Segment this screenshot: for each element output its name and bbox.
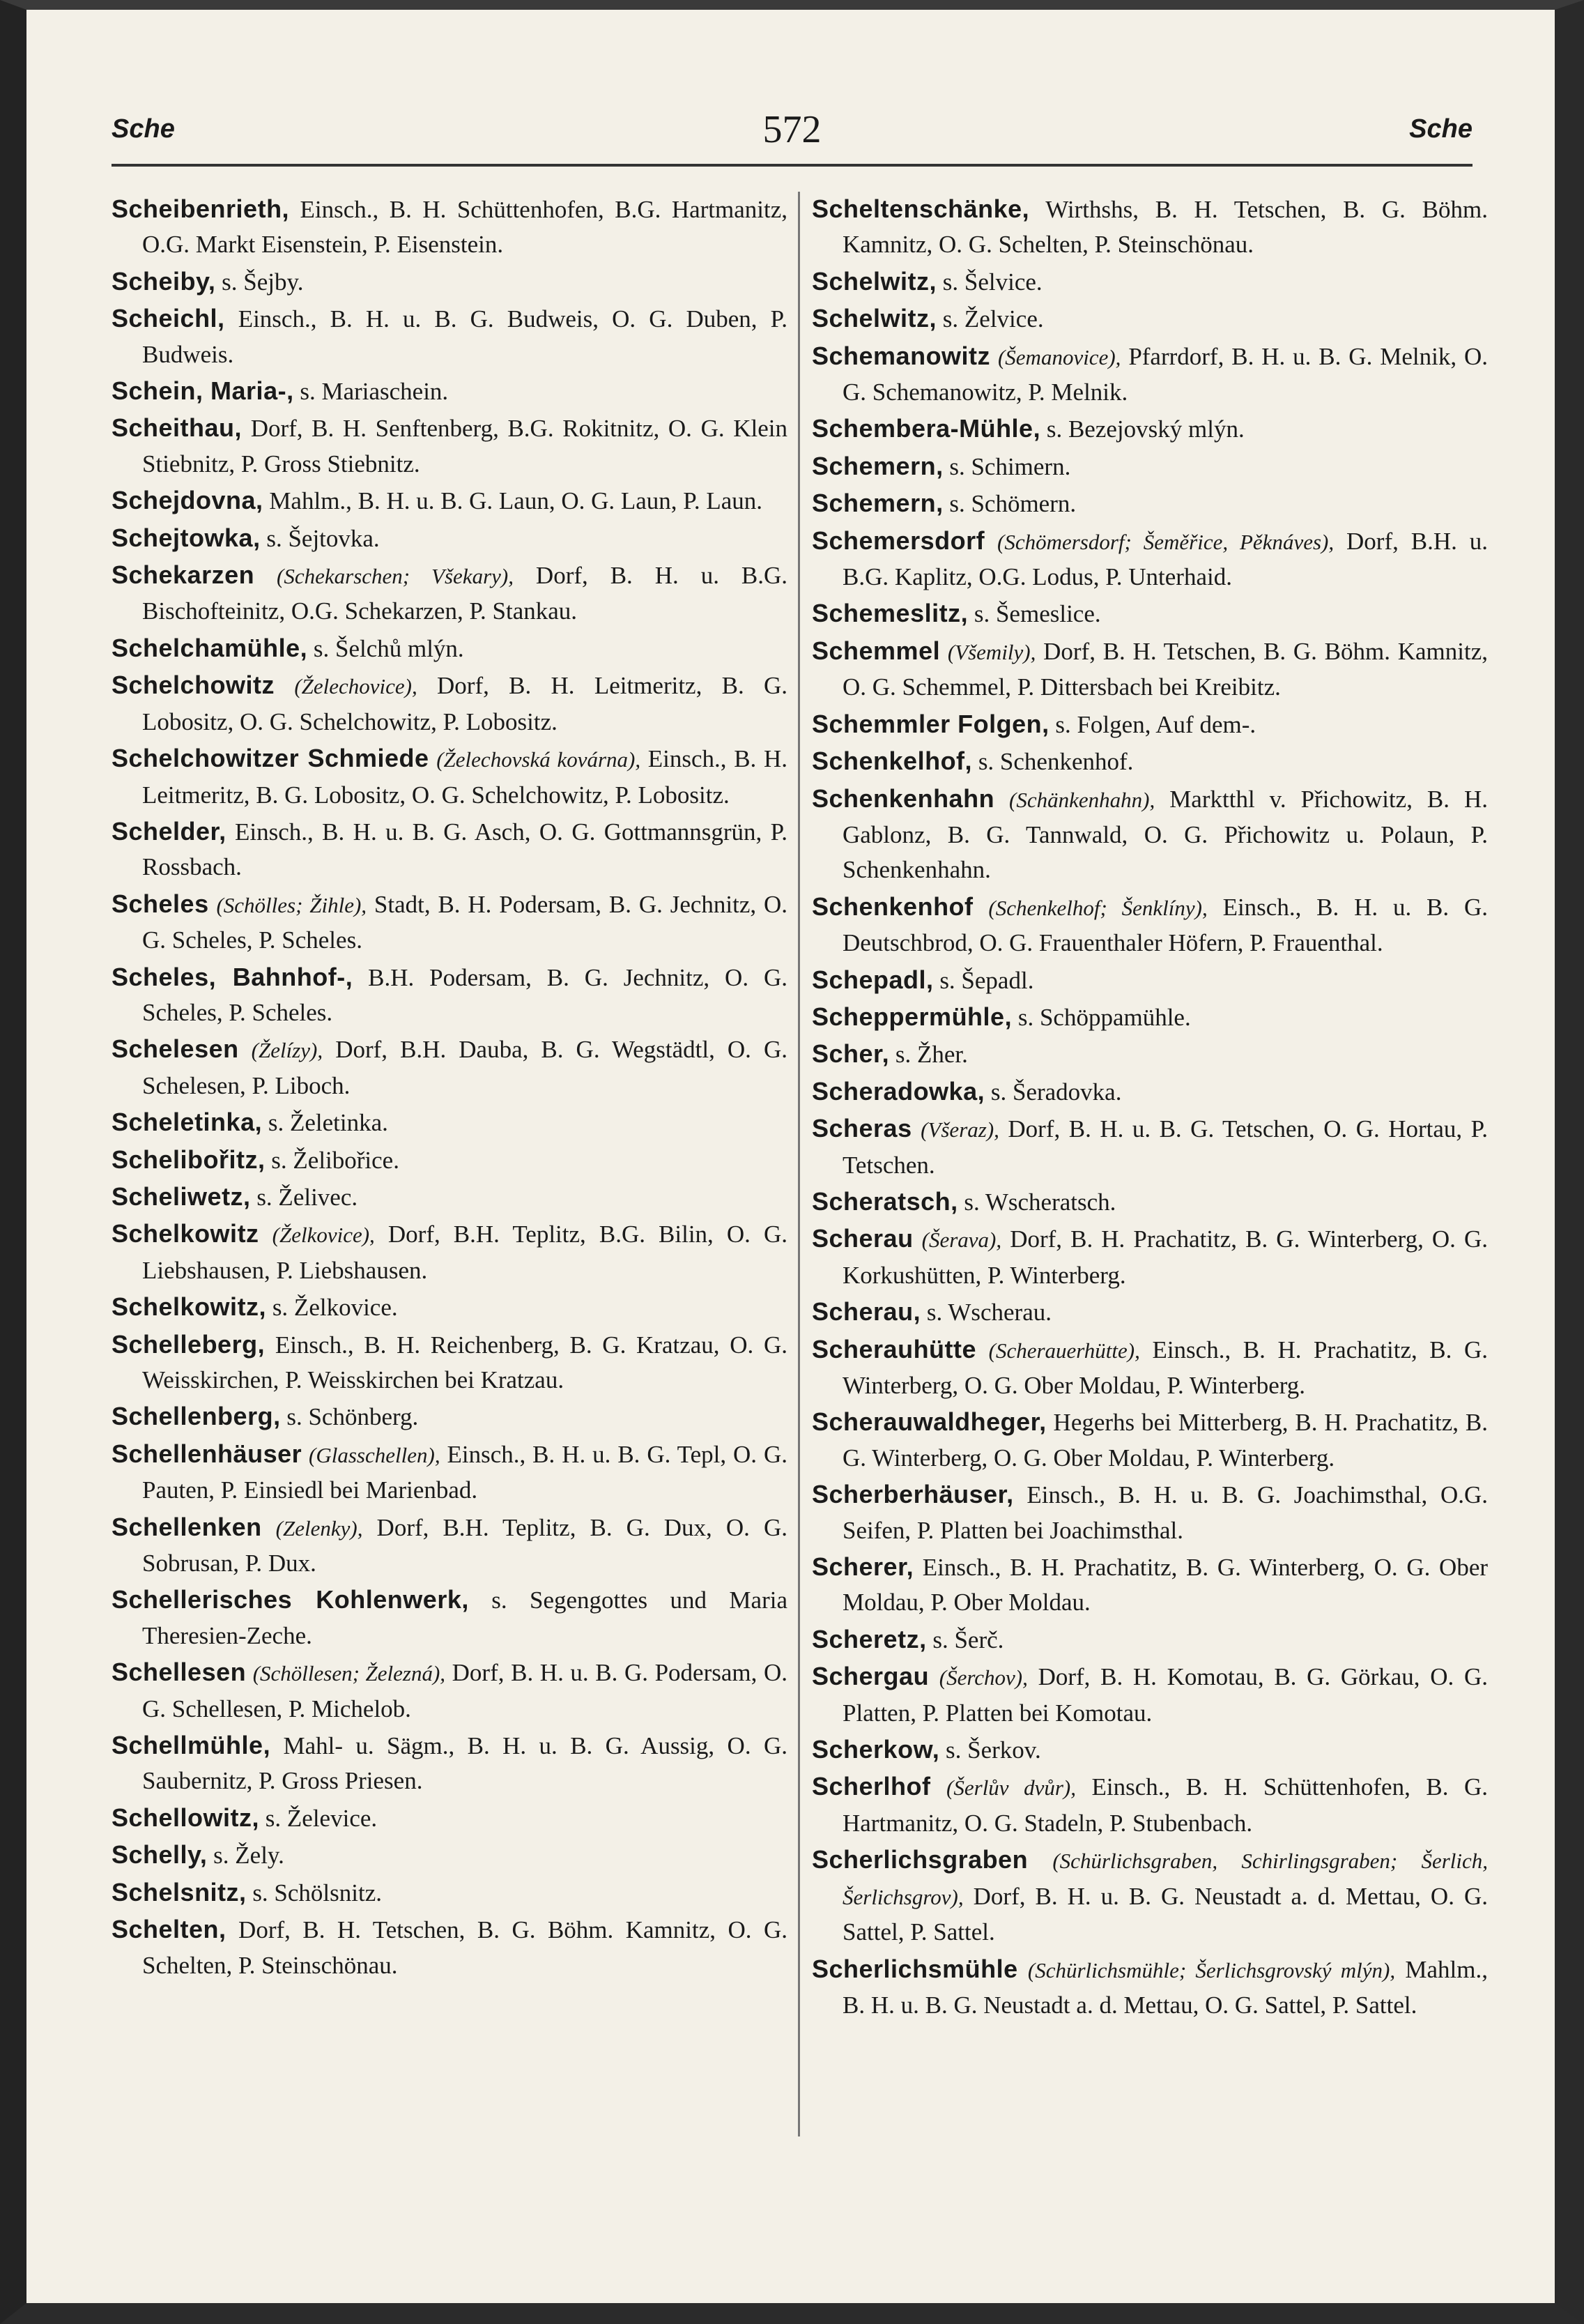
entry-headword: Scheichl,: [112, 304, 225, 333]
entry-headword: Scheithau,: [112, 413, 243, 443]
entry-text: B.H. Podersam, B. G. Jechnitz, O. G. Scheles, P. Scheles.: [142, 963, 787, 1026]
entry-text: s. Schenkenhof.: [978, 748, 1134, 776]
entry-headword: Schelesen: [112, 1034, 239, 1064]
entry-text: s. Segengottes und Maria Theresien-Zeche.: [142, 1587, 787, 1649]
entry-alt-names: (Šerlův dvůr),: [946, 1775, 1076, 1801]
entry-headword: Scheltenschänke,: [812, 194, 1030, 223]
gazetteer-entry: [112, 668, 787, 740]
gazetteer-entry: [812, 486, 1488, 521]
entry-headword: Schelsnitz,: [112, 1877, 247, 1906]
gazetteer-entry: [112, 483, 787, 519]
entry-headword: Schemmel: [812, 636, 941, 665]
gazetteer-entry: [112, 1437, 787, 1508]
gazetteer-entry: [812, 1622, 1488, 1658]
entry-alt-names: (Schänkenhahn),: [1009, 787, 1155, 812]
entry-text: Einsch., B. H. u. B. G. Deutschbrod, O. G. Frauenthaler Höfern, P. Frauenthal.: [843, 893, 1488, 957]
entry-headword: Schembera-Mühle,: [812, 414, 1041, 443]
entry-text: s. Šemeslice.: [974, 600, 1101, 628]
gazetteer-entry: [812, 1000, 1488, 1035]
entry-text: Einsch., B. H. u. B. G. Joachimsthal, O.G. Seifen, P. Platten bei Joachimsthal.: [843, 1481, 1488, 1544]
entry-headword: Schelwitz,: [812, 304, 937, 333]
entry-text: Dorf, B. H. u. B. G. Podersam, O. G. Schellesen, P. Michelob.: [142, 1659, 787, 1722]
entry-headword: Schemmler Folgen,: [812, 709, 1049, 738]
entry-text: s. Želvice.: [942, 305, 1044, 333]
entry-alt-names: (Schömersdorf; Šeměřice, Pěknáves),: [997, 529, 1335, 554]
entry-headword: Schelwitz,: [812, 266, 937, 296]
left-column: [112, 192, 787, 2136]
gazetteer-entry: [812, 192, 1488, 263]
gazetteer-entry: [112, 1728, 787, 1799]
gazetteer-entry: [112, 1327, 787, 1398]
entry-headword: Schergau: [812, 1662, 930, 1691]
entry-alt-names: (Šemanovice),: [997, 344, 1121, 369]
entry-headword: Scheles, Bahnhof-,: [112, 962, 353, 991]
entry-headword: Schenkenhof: [812, 892, 974, 921]
entry-text: Dorf, B.H. Teplitz, B. G. Dux, O. G. Sobrusan, P. Dux.: [142, 1513, 787, 1577]
gazetteer-entry: [812, 781, 1488, 888]
entry-text: s. Schölsnitz.: [252, 1879, 383, 1906]
entry-text: s. Šeradovka.: [990, 1078, 1122, 1106]
entry-text: Dorf, B. H. Leitmeritz, B. G. Lobositz, O. G. Schelchowitz, P. Lobositz.: [142, 672, 787, 735]
entry-headword: Schelder,: [112, 816, 226, 846]
entry-text: Einsch., B. H. Schüttenhofen, B. G. Hartmanitz, O. G. Stadeln, P. Stubenbach.: [843, 1773, 1488, 1837]
gazetteer-entry: [112, 1105, 787, 1140]
gazetteer-entry: [112, 1216, 787, 1288]
entry-headword: Scheppermühle,: [812, 1002, 1013, 1031]
entry-text: Dorf, B. H. Komotau, B. G. Görkau, O. G. Platten, P. Platten bei Komotau.: [843, 1663, 1488, 1727]
gazetteer-entry: [812, 1769, 1488, 1841]
entry-headword: Scheibenrieth,: [112, 194, 290, 223]
entry-text: s. Želibořice.: [271, 1146, 399, 1174]
entry-headword: Schemern,: [812, 451, 944, 480]
entry-headword: Schelkowitz: [112, 1219, 259, 1248]
entry-text: Dorf, B. H. u. B. G. Tetschen, O. G. Hortau, P. Tetschen.: [843, 1115, 1488, 1179]
entry-text: s. Schönberg.: [286, 1403, 419, 1431]
entry-headword: Schemern,: [812, 489, 944, 518]
gazetteer-entry: [112, 1032, 787, 1103]
running-head-left: Sche: [112, 114, 175, 144]
entry-text: Dorf, B. H. u. B.G. Bischofteinitz, O.G. Schekarzen, P. Stankau.: [142, 562, 787, 625]
entry-headword: Schenkelhof,: [812, 747, 973, 776]
gazetteer-entry: [812, 1952, 1488, 2024]
entry-headword: Scheles: [112, 889, 209, 918]
gazetteer-entry: [112, 1912, 787, 1983]
gazetteer-entry: [812, 744, 1488, 779]
gazetteer-entry: [812, 523, 1488, 595]
entry-headword: Schelleberg,: [112, 1329, 266, 1359]
entry-text: Wirthshs, B. H. Tetschen, B. G. Böhm. Kamnitz, O. G. Schelten, P. Steinschönau.: [843, 196, 1488, 259]
entry-headword: Schemeslitz,: [812, 599, 969, 628]
entry-alt-names: (Šerchov),: [939, 1665, 1028, 1690]
gazetteer-entry: [112, 521, 787, 556]
gazetteer-entry: [112, 1837, 787, 1873]
gazetteer-entry: [812, 1332, 1488, 1404]
entry-headword: Schellmühle,: [112, 1731, 271, 1760]
entry-headword: Scheiby,: [112, 266, 216, 296]
entry-alt-names: (Schekarschen; Všekary),: [277, 564, 514, 589]
entry-headword: Scherkow,: [812, 1735, 940, 1764]
entry-text: Mahl- u. Sägm., B. H. u. B. G. Aussig, O. G. Saubernitz, P. Gross Priesen.: [142, 1732, 787, 1795]
gazetteer-entry: [812, 1221, 1488, 1293]
entry-headword: Scherberhäuser,: [812, 1480, 1014, 1509]
entry-text: s. Wscherau.: [926, 1299, 1052, 1327]
right-column: [812, 192, 1488, 2136]
entry-headword: Scheliwetz,: [112, 1182, 251, 1211]
entry-text: s. Schömern.: [949, 490, 1077, 518]
gazetteer-entry: [112, 1655, 787, 1727]
gazetteer-entry: [812, 963, 1488, 998]
entry-text: s. Želkovice.: [272, 1294, 398, 1322]
entry-headword: Schellowitz,: [112, 1803, 260, 1832]
page-number: 572: [762, 108, 822, 151]
entry-alt-names: (Schenkelhof; Šenklíny),: [988, 895, 1208, 920]
gazetteer-entry: [112, 1875, 787, 1911]
gazetteer-entry: [812, 1550, 1488, 1621]
entry-text: Einsch., B. H. u. B. G. Budweis, O. G. Duben, P. Budweis.: [142, 305, 787, 368]
gazetteer-entry: [812, 596, 1488, 632]
entry-alt-names: (Schürlichsgraben, Schirlingsgraben; Šerlich, Šerlichsgrov),: [843, 1849, 1488, 1909]
entry-headword: Schellerisches Kohlenwerk,: [112, 1585, 469, 1614]
entry-text: s. Šejby.: [222, 268, 304, 296]
entry-headword: Scherlhof: [812, 1772, 931, 1801]
entry-text: Dorf, B.H. u. B.G. Kaplitz, O.G. Lodus, P. Unterhaid.: [843, 527, 1488, 591]
entry-alt-names: (Želkovice),: [272, 1223, 375, 1248]
gazetteer-entry: [112, 814, 787, 885]
entry-text: s. Želetinka.: [268, 1109, 388, 1137]
gazetteer-entry: [112, 264, 787, 300]
entry-headword: Scheretz,: [812, 1624, 927, 1653]
entry-text: Mahlm., B. H. u. B. G. Laun, O. G. Laun, P. Laun.: [269, 487, 763, 515]
entry-headword: Scheras: [812, 1114, 912, 1143]
gazetteer-entry: [812, 449, 1488, 484]
gazetteer-entry: [112, 1142, 787, 1178]
gazetteer-entry: [812, 1659, 1488, 1731]
gazetteer-entry: [112, 301, 787, 372]
entry-text: Marktthl v. Přichowitz, B. H. Gablonz, B. G. Tannwald, O. G. Přichowitz u. Polaun, P. Schenkenhahn.: [843, 785, 1488, 884]
entry-text: Einsch., B. H. Prachatitz, B. G. Winterberg, O. G. Ober Moldau, P. Winterberg.: [843, 1336, 1488, 1399]
entry-alt-names: (Scherauerhütte),: [988, 1338, 1140, 1363]
entry-text: Dorf, B. H. Tetschen, B. G. Böhm. Kamnitz, O. G. Schelten, P. Steinschönau.: [142, 1916, 787, 1979]
gazetteer-entry: [112, 1510, 787, 1582]
entry-text: s. Bezejovský mlýn.: [1046, 415, 1245, 443]
entry-headword: Schein, Maria-,: [112, 376, 294, 406]
header-rule: [112, 164, 1472, 167]
entry-headword: Schelchamühle,: [112, 633, 308, 662]
entry-text: Hegerhs bei Mitterberg, B. H. Prachatitz, B. G. Winterberg, O. G. Ober Moldau, P. Winterberg.: [843, 1409, 1488, 1471]
column-divider: [798, 192, 800, 2136]
entry-headword: Schepadl,: [812, 965, 934, 994]
gazetteer-entry: [112, 1399, 787, 1435]
gazetteer-entry: [812, 339, 1488, 411]
entry-headword: Schelchowitz: [112, 671, 275, 700]
entry-text: s. Šelvice.: [942, 268, 1043, 296]
entry-text: Einsch., B. H. Prachatitz, B. G. Winterberg, O. G. Ober Moldau, P. Ober Moldau.: [843, 1554, 1488, 1616]
entry-text: Dorf, B. H. Tetschen, B. G. Böhm. Kamnitz, O. G. Schemmel, P. Dittersbach bei Kreibitz.: [843, 637, 1488, 701]
entry-alt-names: (Želízy),: [251, 1038, 323, 1063]
entry-alt-names: (Šerava),: [921, 1228, 1002, 1253]
entry-headword: Scherlichsmühle: [812, 1954, 1018, 1983]
entry-text: s. Wscheratsch.: [964, 1188, 1116, 1216]
entry-text: Dorf, B. H. u. B. G. Neustadt a. d. Mettau, O. G. Sattel, P. Sattel.: [843, 1882, 1488, 1946]
entry-headword: Schellenken: [112, 1512, 262, 1541]
entry-text: Einsch., B. H. Reichenberg, B. G. Kratzau, O. G. Weisskirchen, P. Weisskirchen bei Kratzau.: [142, 1331, 787, 1393]
entry-text: Stadt, B. H. Podersam, B. G. Jechnitz, O. G. Scheles, P. Scheles.: [142, 890, 787, 954]
entry-text: s. Schimern.: [949, 452, 1071, 480]
entry-headword: Schellenhäuser: [112, 1439, 302, 1468]
gazetteer-entry: [812, 634, 1488, 705]
gazetteer-entry: [812, 707, 1488, 742]
entry-text: Einsch., B. H. Schüttenhofen, B.G. Hartmanitz, O.G. Markt Eisenstein, P. Eisenstein.: [142, 196, 787, 259]
entry-alt-names: (Želechovice),: [294, 674, 417, 699]
entry-text: Dorf, B.H. Teplitz, B.G. Bilin, O. G. Liebshausen, P. Liebshausen.: [142, 1221, 787, 1284]
entry-headword: Schekarzen: [112, 560, 255, 590]
entry-headword: Schelchowitzer Schmiede: [112, 744, 429, 773]
gazetteer-entry: [812, 301, 1488, 337]
gazetteer-entry: [812, 1037, 1488, 1072]
entry-headword: Schellesen: [112, 1658, 247, 1687]
entry-headword: Schelten,: [112, 1915, 226, 1944]
gazetteer-entry: [812, 1111, 1488, 1183]
entry-alt-names: (Zelenky),: [275, 1515, 363, 1541]
gazetteer-entry: [812, 1294, 1488, 1330]
entry-headword: Schemanowitz: [812, 341, 991, 370]
gazetteer-entry: [112, 1290, 787, 1325]
entry-headword: Scherau: [812, 1224, 914, 1253]
entry-text: s. Šepadl.: [939, 966, 1034, 994]
gazetteer-entry: [812, 1405, 1488, 1476]
gazetteer-entry: [112, 1801, 787, 1836]
entry-text: Dorf, B.H. Dauba, B. G. Wegstädtl, O. G. Schelesen, P. Liboch.: [142, 1036, 787, 1099]
gazetteer-entry: [812, 889, 1488, 961]
entry-text: s. Schöppamühle.: [1017, 1003, 1191, 1031]
entry-text: s. Žely.: [213, 1842, 284, 1870]
entry-text: s. Šejtovka.: [266, 524, 380, 552]
entry-headword: Schemersdorf: [812, 526, 985, 555]
entry-text: Einsch., B. H. Leitmeritz, B. G. Lobositz, O. G. Schelchowitz, P. Lobositz.: [142, 745, 787, 809]
page-header: [105, 105, 1479, 160]
entry-text: s. Žher.: [895, 1041, 968, 1069]
entry-text: s. Šerč.: [932, 1626, 1004, 1653]
entry-alt-names: (Všeraz),: [921, 1117, 999, 1142]
entry-alt-names: (Všemily),: [947, 639, 1036, 664]
entry-headword: Schejtowka,: [112, 523, 261, 552]
entry-headword: Schelibořitz,: [112, 1145, 266, 1174]
entry-headword: Scherlichsgraben: [812, 1845, 1029, 1874]
entry-text: Einsch., B. H. u. B. G. Tepl, O. G. Pauten, P. Einsiedl bei Marienbad.: [142, 1440, 787, 1504]
gazetteer-entry: [112, 960, 787, 1031]
entry-text: s. Mariaschein.: [300, 378, 449, 406]
gazetteer-entry: [812, 1842, 1488, 1950]
gazetteer-entry: [812, 411, 1488, 447]
entry-headword: Scher,: [812, 1039, 890, 1069]
entry-headword: Scherer,: [812, 1552, 914, 1582]
entry-headword: Scherauhütte: [812, 1334, 977, 1363]
gazetteer-entry: [112, 631, 787, 666]
entry-headword: Schellenberg,: [112, 1402, 281, 1431]
entry-alt-names: (Schöllesen; Železná),: [252, 1661, 446, 1686]
gazetteer-entry: [112, 558, 787, 629]
gazetteer-entry: [112, 741, 787, 813]
gazetteer-entry: [112, 1179, 787, 1215]
entry-text: s. Želevice.: [265, 1804, 378, 1832]
entry-alt-names: (Želechovská kovárna),: [436, 747, 641, 772]
entry-text: s. Šelchů mlýn.: [313, 634, 464, 662]
entry-text: Pfarrdorf, B. H. u. B. G. Melnik, O. G. Schemanowitz, P. Melnik.: [843, 342, 1488, 406]
entry-text: Dorf, B. H. Prachatitz, B. G. Winterberg, O. G. Korkushütten, P. Winterberg.: [843, 1225, 1488, 1289]
entry-alt-names: (Schürlichsmühle; Šerlichsgrovský mlýn),: [1027, 1957, 1396, 1982]
gazetteer-entry: [112, 411, 787, 482]
gazetteer-entry: [812, 264, 1488, 300]
entry-headword: Scherau,: [812, 1297, 921, 1327]
gazetteer-entry: [812, 1732, 1488, 1768]
entry-headword: Schelkowitz,: [112, 1292, 267, 1322]
entry-alt-names: (Glasschellen),: [309, 1442, 440, 1467]
gazetteer-entry: [112, 887, 787, 958]
running-head-right: Sche: [1409, 114, 1472, 144]
entry-headword: Scheradowka,: [812, 1076, 985, 1106]
entry-headword: Schenkenhahn: [812, 783, 995, 813]
entry-headword: Schejdovna,: [112, 486, 263, 515]
entry-alt-names: (Schölles; Žihle),: [216, 892, 367, 917]
gazetteer-entry: [812, 1184, 1488, 1220]
entry-headword: Scherauwaldheger,: [812, 1407, 1047, 1437]
entry-text: Mahlm., B. H. u. B. G. Neustadt a. d. Mettau, O. G. Sattel, P. Sattel.: [843, 1955, 1488, 2019]
entry-headword: Scheratsch,: [812, 1186, 958, 1216]
gazetteer-entry: [112, 192, 787, 263]
entry-text: s. Želivec.: [256, 1183, 358, 1211]
gazetteer-entry: [112, 374, 787, 409]
entry-text: Dorf, B. H. Senftenberg, B.G. Rokitnitz, O. G. Klein Stiebnitz, P. Gross Stiebnitz.: [142, 415, 787, 477]
entry-headword: Schelly,: [112, 1840, 208, 1870]
gazetteer-entry: [112, 1582, 787, 1653]
gazetteer-entry: [812, 1477, 1488, 1548]
entry-text: Einsch., B. H. u. B. G. Asch, O. G. Gottmannsgrün, P. Rossbach.: [142, 818, 787, 881]
gazetteer-entry: [812, 1074, 1488, 1110]
entry-text: s. Šerkov.: [945, 1736, 1041, 1764]
entry-text: s. Folgen, Auf dem-.: [1055, 710, 1256, 738]
entry-headword: Scheletinka,: [112, 1108, 263, 1137]
